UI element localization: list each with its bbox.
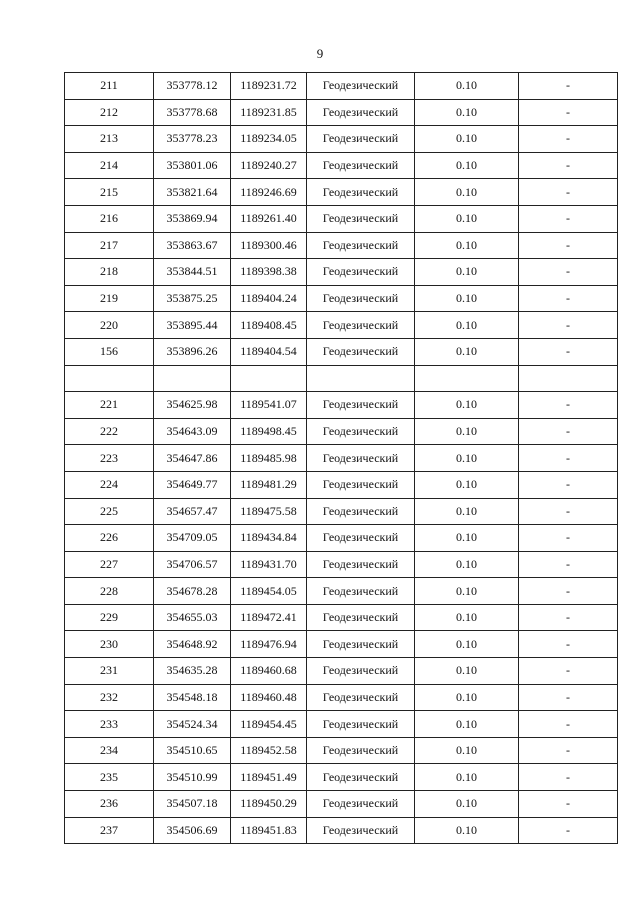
point-number-cell: 214 (65, 152, 154, 179)
point-number-cell: 230 (65, 631, 154, 658)
y-coordinate-cell: 1189498.45 (231, 418, 307, 445)
description-cell: - (519, 152, 618, 179)
y-coordinate-cell: 1189472.41 (231, 604, 307, 631)
method-cell: Геодезический (307, 684, 415, 711)
point-number-cell: 232 (65, 684, 154, 711)
accuracy-cell: 0.10 (415, 73, 519, 100)
accuracy-cell: 0.10 (415, 525, 519, 552)
coordinates-table (64, 72, 618, 844)
table-row (65, 179, 618, 206)
y-coordinate-cell: 1189398.38 (231, 259, 307, 286)
table-row (65, 392, 618, 419)
table-row (65, 205, 618, 232)
y-coordinate-cell: 1189485.98 (231, 445, 307, 472)
accuracy-cell: 0.10 (415, 817, 519, 844)
y-coordinate-cell (231, 365, 307, 392)
accuracy-cell: 0.10 (415, 152, 519, 179)
description-cell: - (519, 684, 618, 711)
description-cell: - (519, 205, 618, 232)
accuracy-cell: 0.10 (415, 338, 519, 365)
description-cell: - (519, 126, 618, 153)
x-coordinate-cell: 354510.65 (154, 737, 231, 764)
point-number-cell: 237 (65, 817, 154, 844)
description-cell: - (519, 817, 618, 844)
description-cell: - (519, 418, 618, 445)
method-cell: Геодезический (307, 631, 415, 658)
page-number: 9 (316, 46, 324, 61)
table-row (65, 418, 618, 445)
accuracy-cell: 0.10 (415, 285, 519, 312)
point-number-cell (65, 365, 154, 392)
method-cell: Геодезический (307, 285, 415, 312)
method-cell: Геодезический (307, 711, 415, 738)
x-coordinate-cell: 353778.68 (154, 99, 231, 126)
accuracy-cell: 0.10 (415, 658, 519, 685)
point-number-cell: 219 (65, 285, 154, 312)
method-cell (307, 365, 415, 392)
x-coordinate-cell: 353844.51 (154, 259, 231, 286)
x-coordinate-cell: 354524.34 (154, 711, 231, 738)
y-coordinate-cell: 1189408.45 (231, 312, 307, 339)
point-number-cell: 225 (65, 498, 154, 525)
description-cell: - (519, 392, 618, 419)
y-coordinate-cell: 1189234.05 (231, 126, 307, 153)
method-cell: Геодезический (307, 179, 415, 206)
x-coordinate-cell: 354657.47 (154, 498, 231, 525)
description-cell: - (519, 259, 618, 286)
description-cell: - (519, 658, 618, 685)
point-number-cell: 222 (65, 418, 154, 445)
x-coordinate-cell: 354507.18 (154, 791, 231, 818)
method-cell: Геодезический (307, 99, 415, 126)
accuracy-cell: 0.10 (415, 445, 519, 472)
table-row (65, 338, 618, 365)
y-coordinate-cell: 1189434.84 (231, 525, 307, 552)
y-coordinate-cell: 1189240.27 (231, 152, 307, 179)
point-number-cell: 228 (65, 578, 154, 605)
accuracy-cell: 0.10 (415, 498, 519, 525)
y-coordinate-cell: 1189431.70 (231, 551, 307, 578)
description-cell: - (519, 498, 618, 525)
description-cell: - (519, 604, 618, 631)
y-coordinate-cell: 1189451.49 (231, 764, 307, 791)
x-coordinate-cell: 354648.92 (154, 631, 231, 658)
point-number-cell: 218 (65, 259, 154, 286)
description-cell: - (519, 631, 618, 658)
description-cell: - (519, 312, 618, 339)
description-cell: - (519, 232, 618, 259)
y-coordinate-cell: 1189476.94 (231, 631, 307, 658)
method-cell: Геодезический (307, 73, 415, 100)
y-coordinate-cell: 1189231.85 (231, 99, 307, 126)
table-row (65, 498, 618, 525)
accuracy-cell: 0.10 (415, 232, 519, 259)
x-coordinate-cell: 354625.98 (154, 392, 231, 419)
method-cell: Геодезический (307, 791, 415, 818)
table-row (65, 126, 618, 153)
x-coordinate-cell: 353778.12 (154, 73, 231, 100)
point-number-cell: 229 (65, 604, 154, 631)
x-coordinate-cell: 354655.03 (154, 604, 231, 631)
x-coordinate-cell: 354548.18 (154, 684, 231, 711)
accuracy-cell: 0.10 (415, 604, 519, 631)
x-coordinate-cell: 354643.09 (154, 418, 231, 445)
table-row (65, 525, 618, 552)
y-coordinate-cell: 1189404.24 (231, 285, 307, 312)
accuracy-cell: 0.10 (415, 684, 519, 711)
accuracy-cell: 0.10 (415, 392, 519, 419)
table-row (65, 631, 618, 658)
method-cell: Геодезический (307, 232, 415, 259)
method-cell: Геодезический (307, 737, 415, 764)
method-cell: Геодезический (307, 498, 415, 525)
x-coordinate-cell: 353895.44 (154, 312, 231, 339)
method-cell: Геодезический (307, 525, 415, 552)
table-row (65, 99, 618, 126)
table-row (65, 259, 618, 286)
accuracy-cell: 0.10 (415, 551, 519, 578)
table-row (65, 471, 618, 498)
x-coordinate-cell: 354709.05 (154, 525, 231, 552)
table-row (65, 445, 618, 472)
point-number-cell: 231 (65, 658, 154, 685)
point-number-cell: 220 (65, 312, 154, 339)
method-cell: Геодезический (307, 658, 415, 685)
table-row (65, 764, 618, 791)
description-cell (519, 365, 618, 392)
x-coordinate-cell: 353821.64 (154, 179, 231, 206)
method-cell: Геодезический (307, 205, 415, 232)
table-row (65, 711, 618, 738)
point-number-cell: 212 (65, 99, 154, 126)
table-row (65, 285, 618, 312)
x-coordinate-cell: 353801.06 (154, 152, 231, 179)
accuracy-cell: 0.10 (415, 99, 519, 126)
point-number-cell: 226 (65, 525, 154, 552)
accuracy-cell: 0.10 (415, 737, 519, 764)
method-cell: Геодезический (307, 445, 415, 472)
point-number-cell: 221 (65, 392, 154, 419)
y-coordinate-cell: 1189300.46 (231, 232, 307, 259)
table-row (65, 365, 618, 392)
y-coordinate-cell: 1189246.69 (231, 179, 307, 206)
point-number-cell: 217 (65, 232, 154, 259)
method-cell: Геодезический (307, 418, 415, 445)
x-coordinate-cell: 354649.77 (154, 471, 231, 498)
x-coordinate-cell: 353863.67 (154, 232, 231, 259)
description-cell: - (519, 578, 618, 605)
accuracy-cell: 0.10 (415, 259, 519, 286)
table-row (65, 817, 618, 844)
method-cell: Геодезический (307, 152, 415, 179)
method-cell: Геодезический (307, 338, 415, 365)
method-cell: Геодезический (307, 471, 415, 498)
coordinates-table-body (65, 73, 618, 844)
accuracy-cell: 0.10 (415, 471, 519, 498)
accuracy-cell: 0.10 (415, 791, 519, 818)
accuracy-cell: 0.10 (415, 179, 519, 206)
method-cell: Геодезический (307, 764, 415, 791)
x-coordinate-cell: 353896.26 (154, 338, 231, 365)
point-number-cell: 213 (65, 126, 154, 153)
y-coordinate-cell: 1189475.58 (231, 498, 307, 525)
description-cell: - (519, 551, 618, 578)
description-cell: - (519, 737, 618, 764)
method-cell: Геодезический (307, 312, 415, 339)
y-coordinate-cell: 1189541.07 (231, 392, 307, 419)
point-number-cell: 223 (65, 445, 154, 472)
description-cell: - (519, 711, 618, 738)
point-number-cell: 235 (65, 764, 154, 791)
description-cell: - (519, 179, 618, 206)
x-coordinate-cell: 353869.94 (154, 205, 231, 232)
method-cell: Геодезический (307, 551, 415, 578)
x-coordinate-cell: 354706.57 (154, 551, 231, 578)
accuracy-cell: 0.10 (415, 631, 519, 658)
table-row (65, 232, 618, 259)
x-coordinate-cell (154, 365, 231, 392)
accuracy-cell: 0.10 (415, 205, 519, 232)
x-coordinate-cell: 354635.28 (154, 658, 231, 685)
y-coordinate-cell: 1189231.72 (231, 73, 307, 100)
description-cell: - (519, 525, 618, 552)
description-cell: - (519, 445, 618, 472)
description-cell: - (519, 73, 618, 100)
y-coordinate-cell: 1189451.83 (231, 817, 307, 844)
x-coordinate-cell: 354647.86 (154, 445, 231, 472)
point-number-cell: 227 (65, 551, 154, 578)
x-coordinate-cell: 354678.28 (154, 578, 231, 605)
method-cell: Геодезический (307, 604, 415, 631)
method-cell: Геодезический (307, 259, 415, 286)
table-row (65, 152, 618, 179)
method-cell: Геодезический (307, 392, 415, 419)
description-cell: - (519, 99, 618, 126)
point-number-cell: 234 (65, 737, 154, 764)
point-number-cell: 233 (65, 711, 154, 738)
table-row (65, 791, 618, 818)
method-cell: Геодезический (307, 817, 415, 844)
table-row (65, 684, 618, 711)
accuracy-cell: 0.10 (415, 711, 519, 738)
accuracy-cell: 0.10 (415, 418, 519, 445)
description-cell: - (519, 791, 618, 818)
table-row (65, 312, 618, 339)
table-row (65, 551, 618, 578)
accuracy-cell: 0.10 (415, 578, 519, 605)
description-cell: - (519, 764, 618, 791)
method-cell: Геодезический (307, 578, 415, 605)
table-row (65, 604, 618, 631)
y-coordinate-cell: 1189460.68 (231, 658, 307, 685)
x-coordinate-cell: 353875.25 (154, 285, 231, 312)
accuracy-cell (415, 365, 519, 392)
y-coordinate-cell: 1189481.29 (231, 471, 307, 498)
description-cell: - (519, 471, 618, 498)
point-number-cell: 216 (65, 205, 154, 232)
table-row (65, 658, 618, 685)
y-coordinate-cell: 1189452.58 (231, 737, 307, 764)
table-row (65, 737, 618, 764)
y-coordinate-cell: 1189454.45 (231, 711, 307, 738)
table-row (65, 73, 618, 100)
accuracy-cell: 0.10 (415, 126, 519, 153)
description-cell: - (519, 285, 618, 312)
point-number-cell: 211 (65, 73, 154, 100)
x-coordinate-cell: 353778.23 (154, 126, 231, 153)
point-number-cell: 215 (65, 179, 154, 206)
y-coordinate-cell: 1189450.29 (231, 791, 307, 818)
accuracy-cell: 0.10 (415, 312, 519, 339)
point-number-cell: 236 (65, 791, 154, 818)
table-row (65, 578, 618, 605)
method-cell: Геодезический (307, 126, 415, 153)
point-number-cell: 224 (65, 471, 154, 498)
y-coordinate-cell: 1189460.48 (231, 684, 307, 711)
point-number-cell: 156 (65, 338, 154, 365)
y-coordinate-cell: 1189454.05 (231, 578, 307, 605)
x-coordinate-cell: 354506.69 (154, 817, 231, 844)
description-cell: - (519, 338, 618, 365)
y-coordinate-cell: 1189261.40 (231, 205, 307, 232)
x-coordinate-cell: 354510.99 (154, 764, 231, 791)
y-coordinate-cell: 1189404.54 (231, 338, 307, 365)
accuracy-cell: 0.10 (415, 764, 519, 791)
